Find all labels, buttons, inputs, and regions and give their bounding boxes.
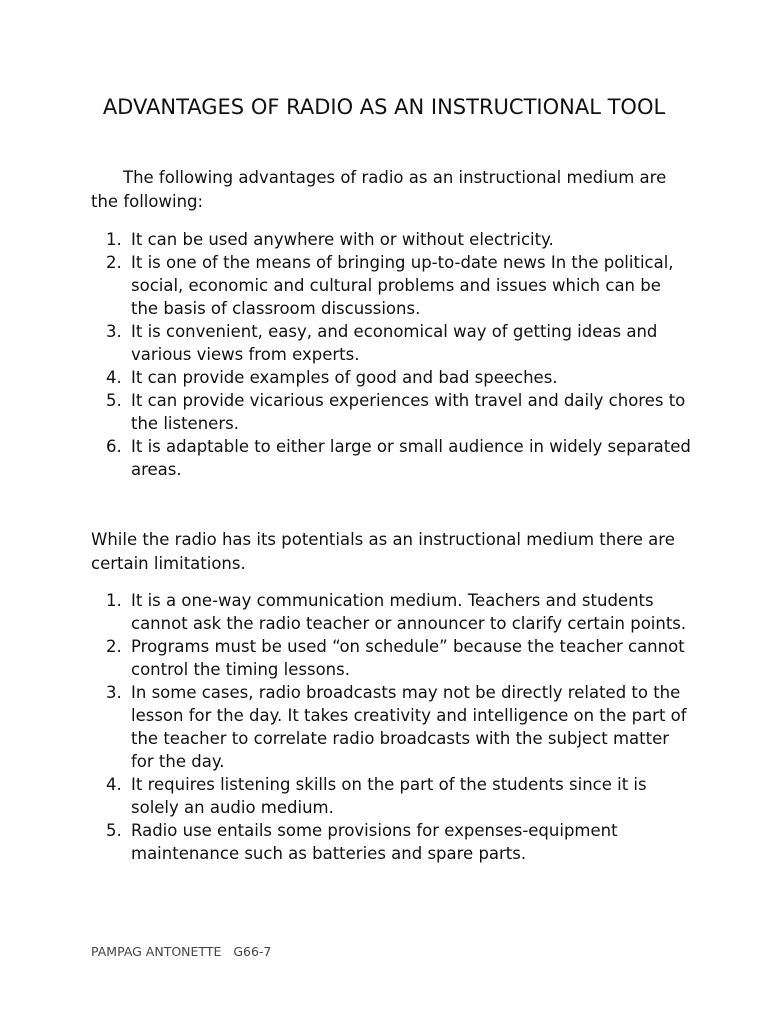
- limitations-intro-paragraph: While the radio has its potentials as an instructional medium there are certain limitations.: [91, 530, 675, 573]
- footer-author: PAMPAG ANTONETTE: [91, 944, 222, 959]
- list-item: 5. Radio use entails some provisions for expenses-equipment maintenance such as batteries and spare parts.: [106, 821, 618, 863]
- list-item: 2. It is one of the means of bringing up-to-date news In the political, social, economic and cultural problems and issues which can be the basis of classroom discussions.: [106, 253, 674, 318]
- page-footer: [91, 944, 271, 959]
- list-item-text: Programs must be used “on schedule” because the teacher cannot control the timing lessons.: [131, 637, 685, 679]
- list-item: 4. It requires listening skills on the part of the students since it is solely an audio medium.: [106, 775, 647, 817]
- list-item-text: It is a one-way communication medium. Teachers and students cannot ask the radio teacher or announcer to clarify certain points.: [131, 591, 687, 633]
- footer-code: G66-7: [233, 944, 272, 959]
- list-item: 4. It can provide examples of good and bad speeches.: [106, 368, 558, 387]
- page-title: ADVANTAGES OF RADIO AS AN INSTRUCTIONAL TOOL: [102, 95, 666, 119]
- list-item-text: It is one of the means of bringing up-to-date news In the political, social, economic and cultural problems and issues which can be the basis of classroom discussions.: [131, 253, 674, 318]
- list-item: 2. Programs must be used “on schedule” because the teacher cannot control the timing lessons.: [106, 637, 685, 679]
- list-item-text: Radio use entails some provisions for expenses-equipment maintenance such as batteries and spare parts.: [131, 821, 618, 863]
- list-item: 1. It is a one-way communication medium. Teachers and students cannot ask the radio teacher or announcer to clarify certain points.: [106, 591, 687, 633]
- list-item-text: It is convenient, easy, and economical way of getting ideas and various views from experts.: [131, 322, 658, 364]
- list-item: 3. It is convenient, easy, and economical way of getting ideas and various views from experts.: [106, 322, 658, 364]
- intro-paragraph: The following advantages of radio as an instructional medium are the following:: [91, 168, 667, 211]
- limitations-list: [106, 589, 691, 865]
- list-item-text: It can provide vicarious experiences with travel and daily chores to the listeners.: [131, 391, 686, 433]
- list-item: 5. It can provide vicarious experiences with travel and daily chores to the listeners.: [106, 391, 686, 433]
- list-item-text: It can provide examples of good and bad speeches.: [131, 368, 558, 387]
- list-item-text: In some cases, radio broadcasts may not be directly related to the lesson for the day. It takes creativity and intelligence on the part of the teacher to correlate radio broadcasts with the subject matter for the day.: [131, 683, 687, 771]
- list-item-text: It can be used anywhere with or without electricity.: [131, 230, 554, 249]
- list-item-text: It requires listening skills on the part of the students since it is solely an audio medium.: [131, 775, 647, 817]
- list-item: 1. It can be used anywhere with or without electricity.: [106, 230, 554, 249]
- advantages-list: [106, 228, 691, 481]
- list-item: 3. In some cases, radio broadcasts may not be directly related to the lesson for the day. It takes creativity and intelligence on the part of the teacher to correlate radio broadcasts with the subject matter for the day.: [106, 683, 687, 771]
- list-item-text: It is adaptable to either large or small audience in widely separated areas.: [131, 437, 691, 479]
- list-item: 6. It is adaptable to either large or small audience in widely separated areas.: [106, 437, 691, 479]
